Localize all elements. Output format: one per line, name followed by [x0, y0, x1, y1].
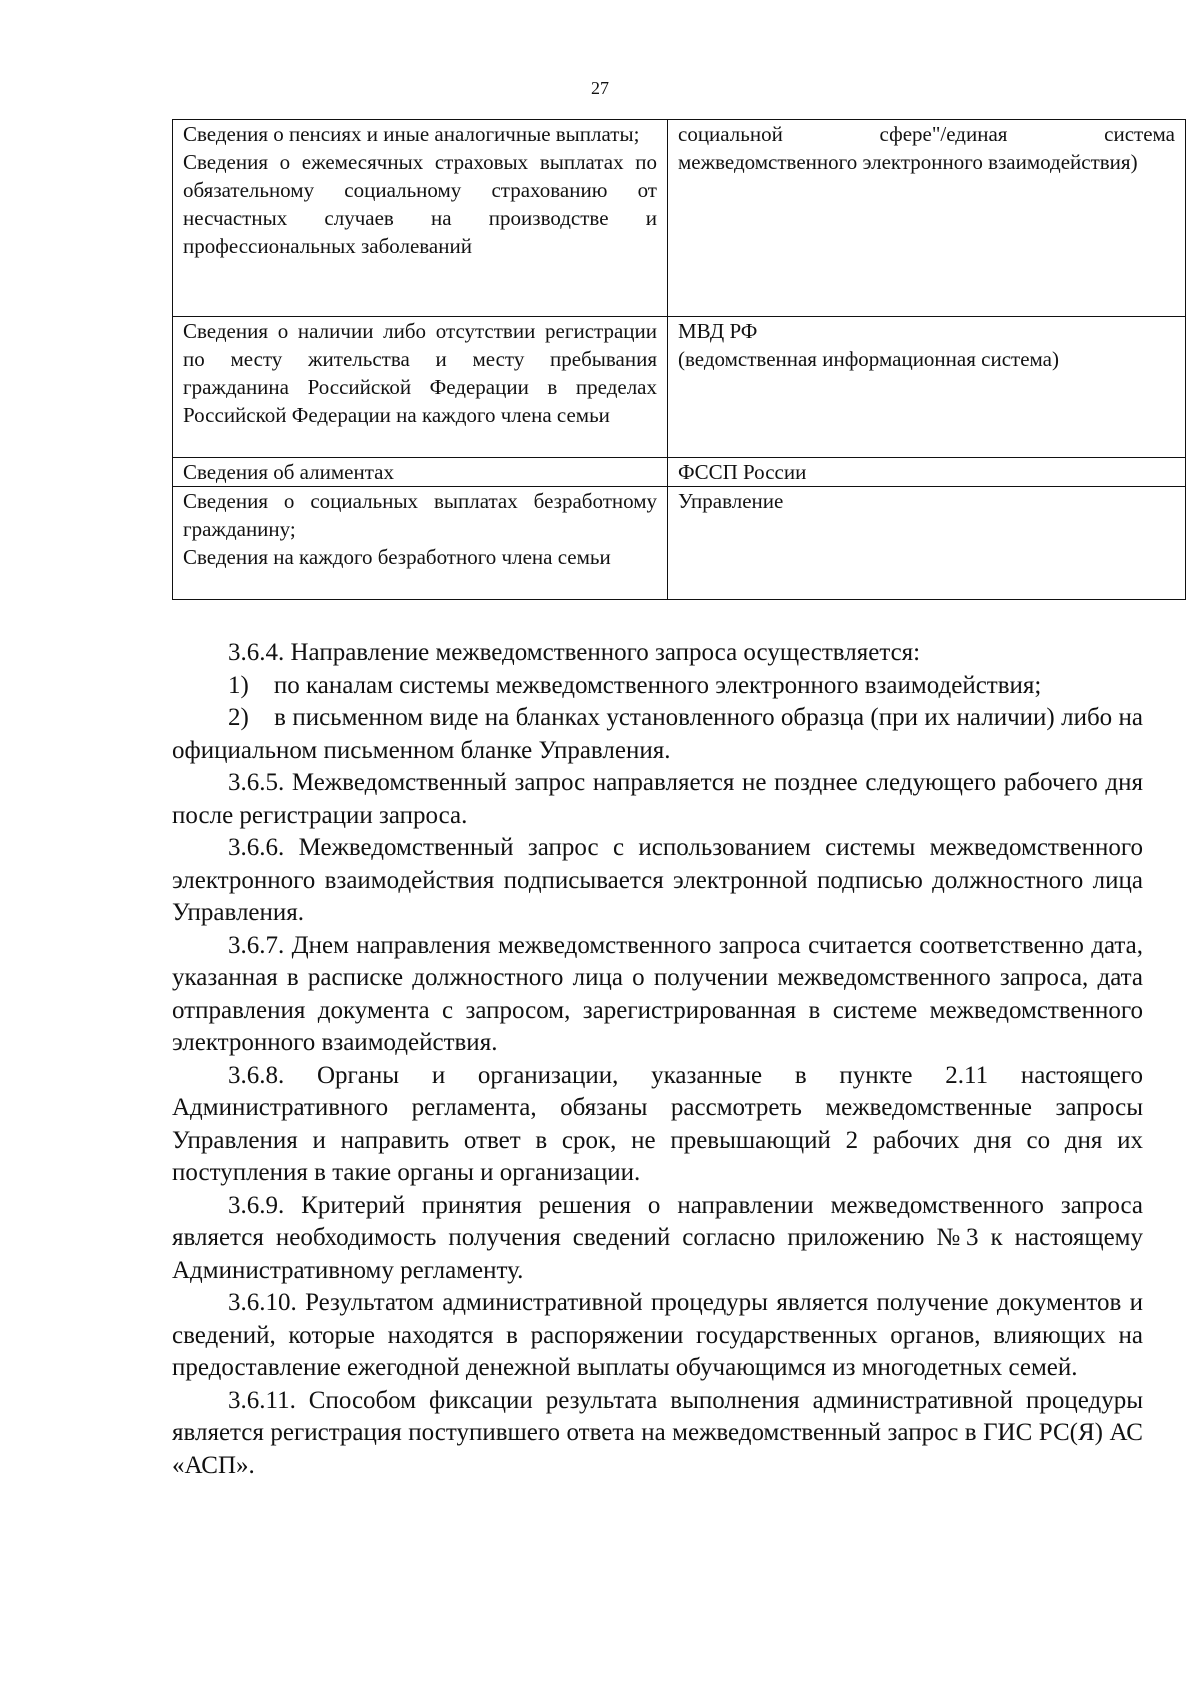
table-row — [173, 120, 1186, 317]
paragraph-3-6-9: 3.6.9. Критерий принятия решения о направлении межведомственного запроса является необходимость получения сведений согласно приложению №3 к настоящему Административному регламенту. — [172, 1191, 1143, 1284]
paragraph-3-6-11: 3.6.11. Способом фиксации результата выполнения административной процедуры является регистрация поступившего ответа на межведомственный запрос в ГИС РС(Я) АС «АСП». — [172, 1386, 1143, 1479]
paragraph-item-2: 2) в письменном виде на бланках установленного образца (при их наличии) либо на официальном письменном бланке Управления. — [172, 704, 1143, 764]
cell-text: Сведения о наличии либо отсутствии регистрации по месту жительства и месту пребывания гражданина Российской Федерации в пределах Российской Федерации на каждого члена семьи — [183, 319, 657, 427]
paragraph-3-6-5: 3.6.5. Межведомственный запрос направляется не позднее следующего рабочего дня после регистрации запроса. — [172, 769, 1143, 829]
cell-text: Сведения об алиментах — [183, 460, 394, 484]
table-row — [173, 458, 1186, 487]
page-number: 27 — [591, 78, 609, 98]
cell-text: МВД РФ — [678, 319, 758, 343]
table-row — [173, 487, 1186, 600]
cell-text: Управление — [678, 489, 784, 513]
table-cell-information — [173, 458, 668, 487]
cell-text: ФССП России — [678, 460, 807, 484]
paragraph-3-6-7: 3.6.7. Днем направления межведомственного запроса считается соответственно дата, указанная в расписке должностного лица о получении межведомственного запроса, дата отправления документа с запросом, зарегистрированная в системе межведомственного электронного взаимодействия. — [172, 931, 1143, 1056]
paragraph-3-6-10: 3.6.10. Результатом административной процедуры является получение документов и сведений, которые находятся в распоряжении государственных органов, влияющих на предоставление ежегодной денежной выплаты обучающимся из многодетных семей. — [172, 1289, 1143, 1381]
cell-text: социальной сфере"/единая система межведомственного электронного взаимодействия) — [678, 122, 1175, 174]
cell-text: Сведения о социальных выплатах безработному гражданину; — [183, 489, 657, 541]
table-cell-source — [668, 487, 1186, 600]
paragraph-3-6-4: 3.6.4. Направление межведомственного запроса осуществляется: — [228, 639, 921, 666]
table-row — [173, 317, 1186, 458]
paragraph-3-6-8: 3.6.8. Органы и организации, указанные в пункте 2.11 настоящего Административного регламента, обязаны рассмотреть межведомственные запросы Управления и направить ответ в срок, не превышающий 2 рабочих дня со дня их поступления в такие органы и организации. — [172, 1061, 1143, 1186]
cell-text: (ведомственная информационная система) — [678, 347, 1059, 371]
paragraph-3-6-6: 3.6.6. Межведомственный запрос с использованием системы межведомственного электронного взаимодействия подписывается электронной подписью должностного лица Управления. — [172, 834, 1143, 926]
body-text — [172, 637, 1143, 1482]
table-cell-information — [173, 487, 668, 600]
table-cell-source — [668, 317, 1186, 458]
table-cell-source — [668, 458, 1186, 487]
table-cell-information — [173, 120, 668, 317]
cell-text: Сведения на каждого безработного члена семьи — [183, 545, 611, 569]
cell-text: Сведения о пенсиях и иные аналогичные выплаты; — [183, 122, 640, 146]
table-cell-source — [668, 120, 1186, 317]
information-sources-table — [172, 119, 1186, 600]
cell-text: Сведения о ежемесячных страховых выплатах по обязательному социальному страхованию от несчастных случаев на производстве и профессиональных заболеваний — [183, 150, 657, 258]
table-cell-information — [173, 317, 668, 458]
paragraph-item-1: 1) по каналам системы межведомственного электронного взаимодействия; — [228, 671, 1042, 699]
